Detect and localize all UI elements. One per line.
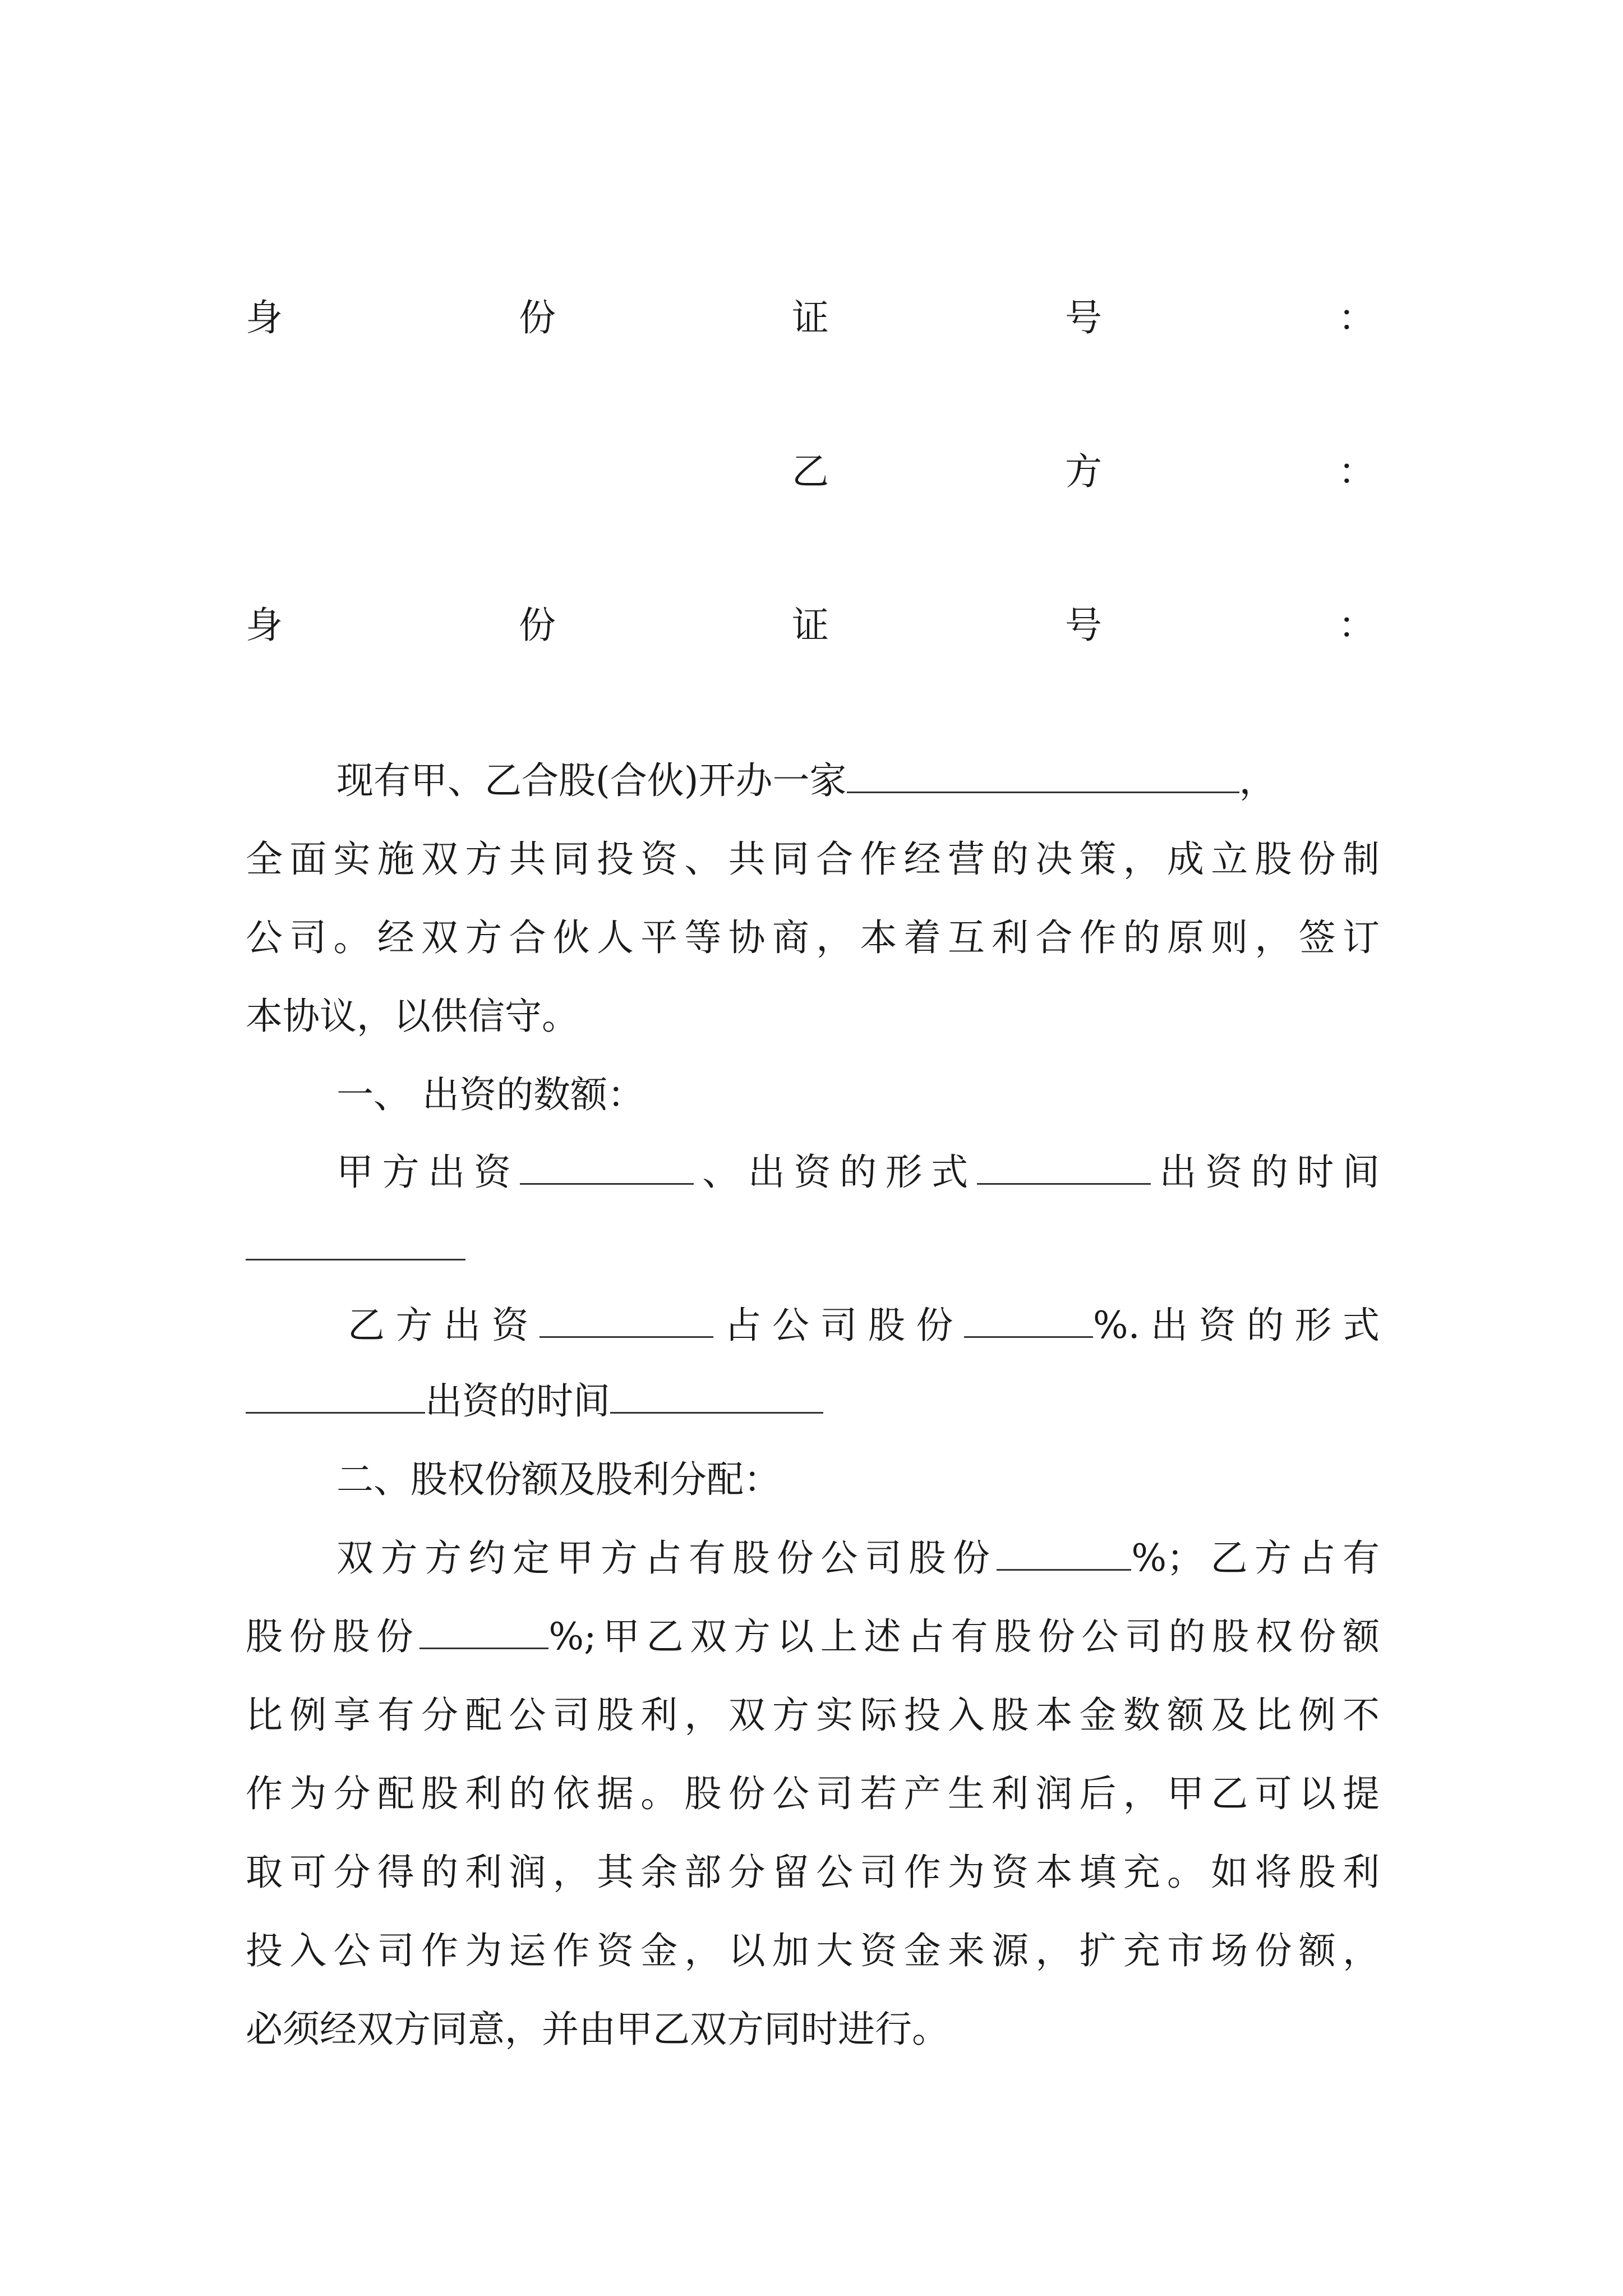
- share-text: 股份股份: [246, 1615, 420, 1658]
- section-1-heading: 一、 出资的数额：: [336, 1073, 644, 1116]
- id-number-line-b: [0, 595, 1623, 656]
- section-2-line-6: 投入公司作为运作资金，以加大资金来源，扩充市场份额，: [246, 1929, 1380, 1972]
- party-b-time-blank: [610, 1373, 823, 1414]
- id-char: 证: [792, 296, 829, 339]
- intro-comma: ，: [1239, 759, 1276, 802]
- party-a-share-blank: [997, 1530, 1131, 1571]
- intro-line-4: 本协议，以供信守。: [246, 995, 579, 1038]
- party-b-share-label: 占公司股份: [713, 1304, 964, 1347]
- section-2-line-3: 比例享有分配公司股利，双方实际投入股本金数额及比例不: [246, 1694, 1380, 1737]
- party-b-form-blank: [246, 1373, 425, 1414]
- party-b-line: [0, 441, 1623, 503]
- id-colon: ：: [1338, 296, 1375, 339]
- party-a-time-label: 出资的时间: [1150, 1151, 1380, 1194]
- party-b-share-percent-blank: [419, 1608, 548, 1649]
- id-char: 号: [1065, 296, 1102, 339]
- intro-line-1: [336, 750, 1402, 812]
- party-b-char: 方: [1065, 450, 1102, 493]
- id-number-line-a: [0, 287, 1623, 349]
- section-2-line-5: 取可分得的利润，其余部分留公司作为资本填充。如将股利: [246, 1851, 1380, 1894]
- party-b-amount-blank: [540, 1297, 713, 1338]
- id-char: 证: [792, 604, 829, 647]
- party-b-char: 乙: [792, 450, 829, 493]
- party-b-label: 乙方出资: [348, 1304, 540, 1347]
- party-a-form-blank: [977, 1144, 1151, 1185]
- section-2-line-7: 必须经双方同意，并由甲乙双方同时进行。: [246, 2008, 949, 2051]
- section-2-line-1: [336, 1527, 1380, 1589]
- id-colon: ：: [1338, 604, 1375, 647]
- intro-line-3: 公司。经双方合伙人平等协商，本着互利合作的原则，签订: [246, 916, 1380, 959]
- party-a-amount-blank: [520, 1144, 694, 1185]
- id-char: 份: [519, 296, 556, 339]
- share-text: 双方方约定甲方占有股份公司股份: [336, 1536, 997, 1580]
- party-a-label: 甲方出资: [336, 1151, 520, 1194]
- share-text: %;甲乙双方以上述占有股份公司的股权份额: [548, 1615, 1380, 1658]
- party-b-share-blank: [964, 1297, 1093, 1338]
- id-char: 身: [246, 604, 283, 647]
- section-2-line-2: [246, 1606, 1380, 1668]
- party-b-investment-line: [348, 1295, 1380, 1356]
- party-b-time-line: [246, 1370, 1623, 1432]
- party-a-time-blank: [246, 1259, 465, 1260]
- party-b-time-label: 出资的时间: [425, 1379, 610, 1423]
- intro-text: 现有甲、乙合股(合伙)开办一家: [336, 759, 847, 802]
- share-text: %；乙方占有: [1131, 1536, 1380, 1580]
- id-char: 份: [519, 604, 556, 647]
- section-2-line-4: 作为分配股利的依据。股份公司若产生利润后，甲乙可以提: [246, 1772, 1380, 1815]
- party-b-colon: ：: [1338, 450, 1375, 493]
- party-a-form-label: 、出资的形式: [693, 1151, 977, 1194]
- party-b-form-label: %.出资的形式: [1092, 1304, 1380, 1347]
- party-a-investment-line: [336, 1142, 1380, 1203]
- id-char: 身: [246, 296, 283, 339]
- intro-line-2: 全面实施双方共同投资、共同合作经营的决策，成立股份制: [246, 838, 1380, 881]
- company-name-blank: [847, 752, 1239, 793]
- id-char: 号: [1065, 604, 1102, 647]
- section-2-heading: 二、股权份额及股利分配：: [336, 1458, 781, 1501]
